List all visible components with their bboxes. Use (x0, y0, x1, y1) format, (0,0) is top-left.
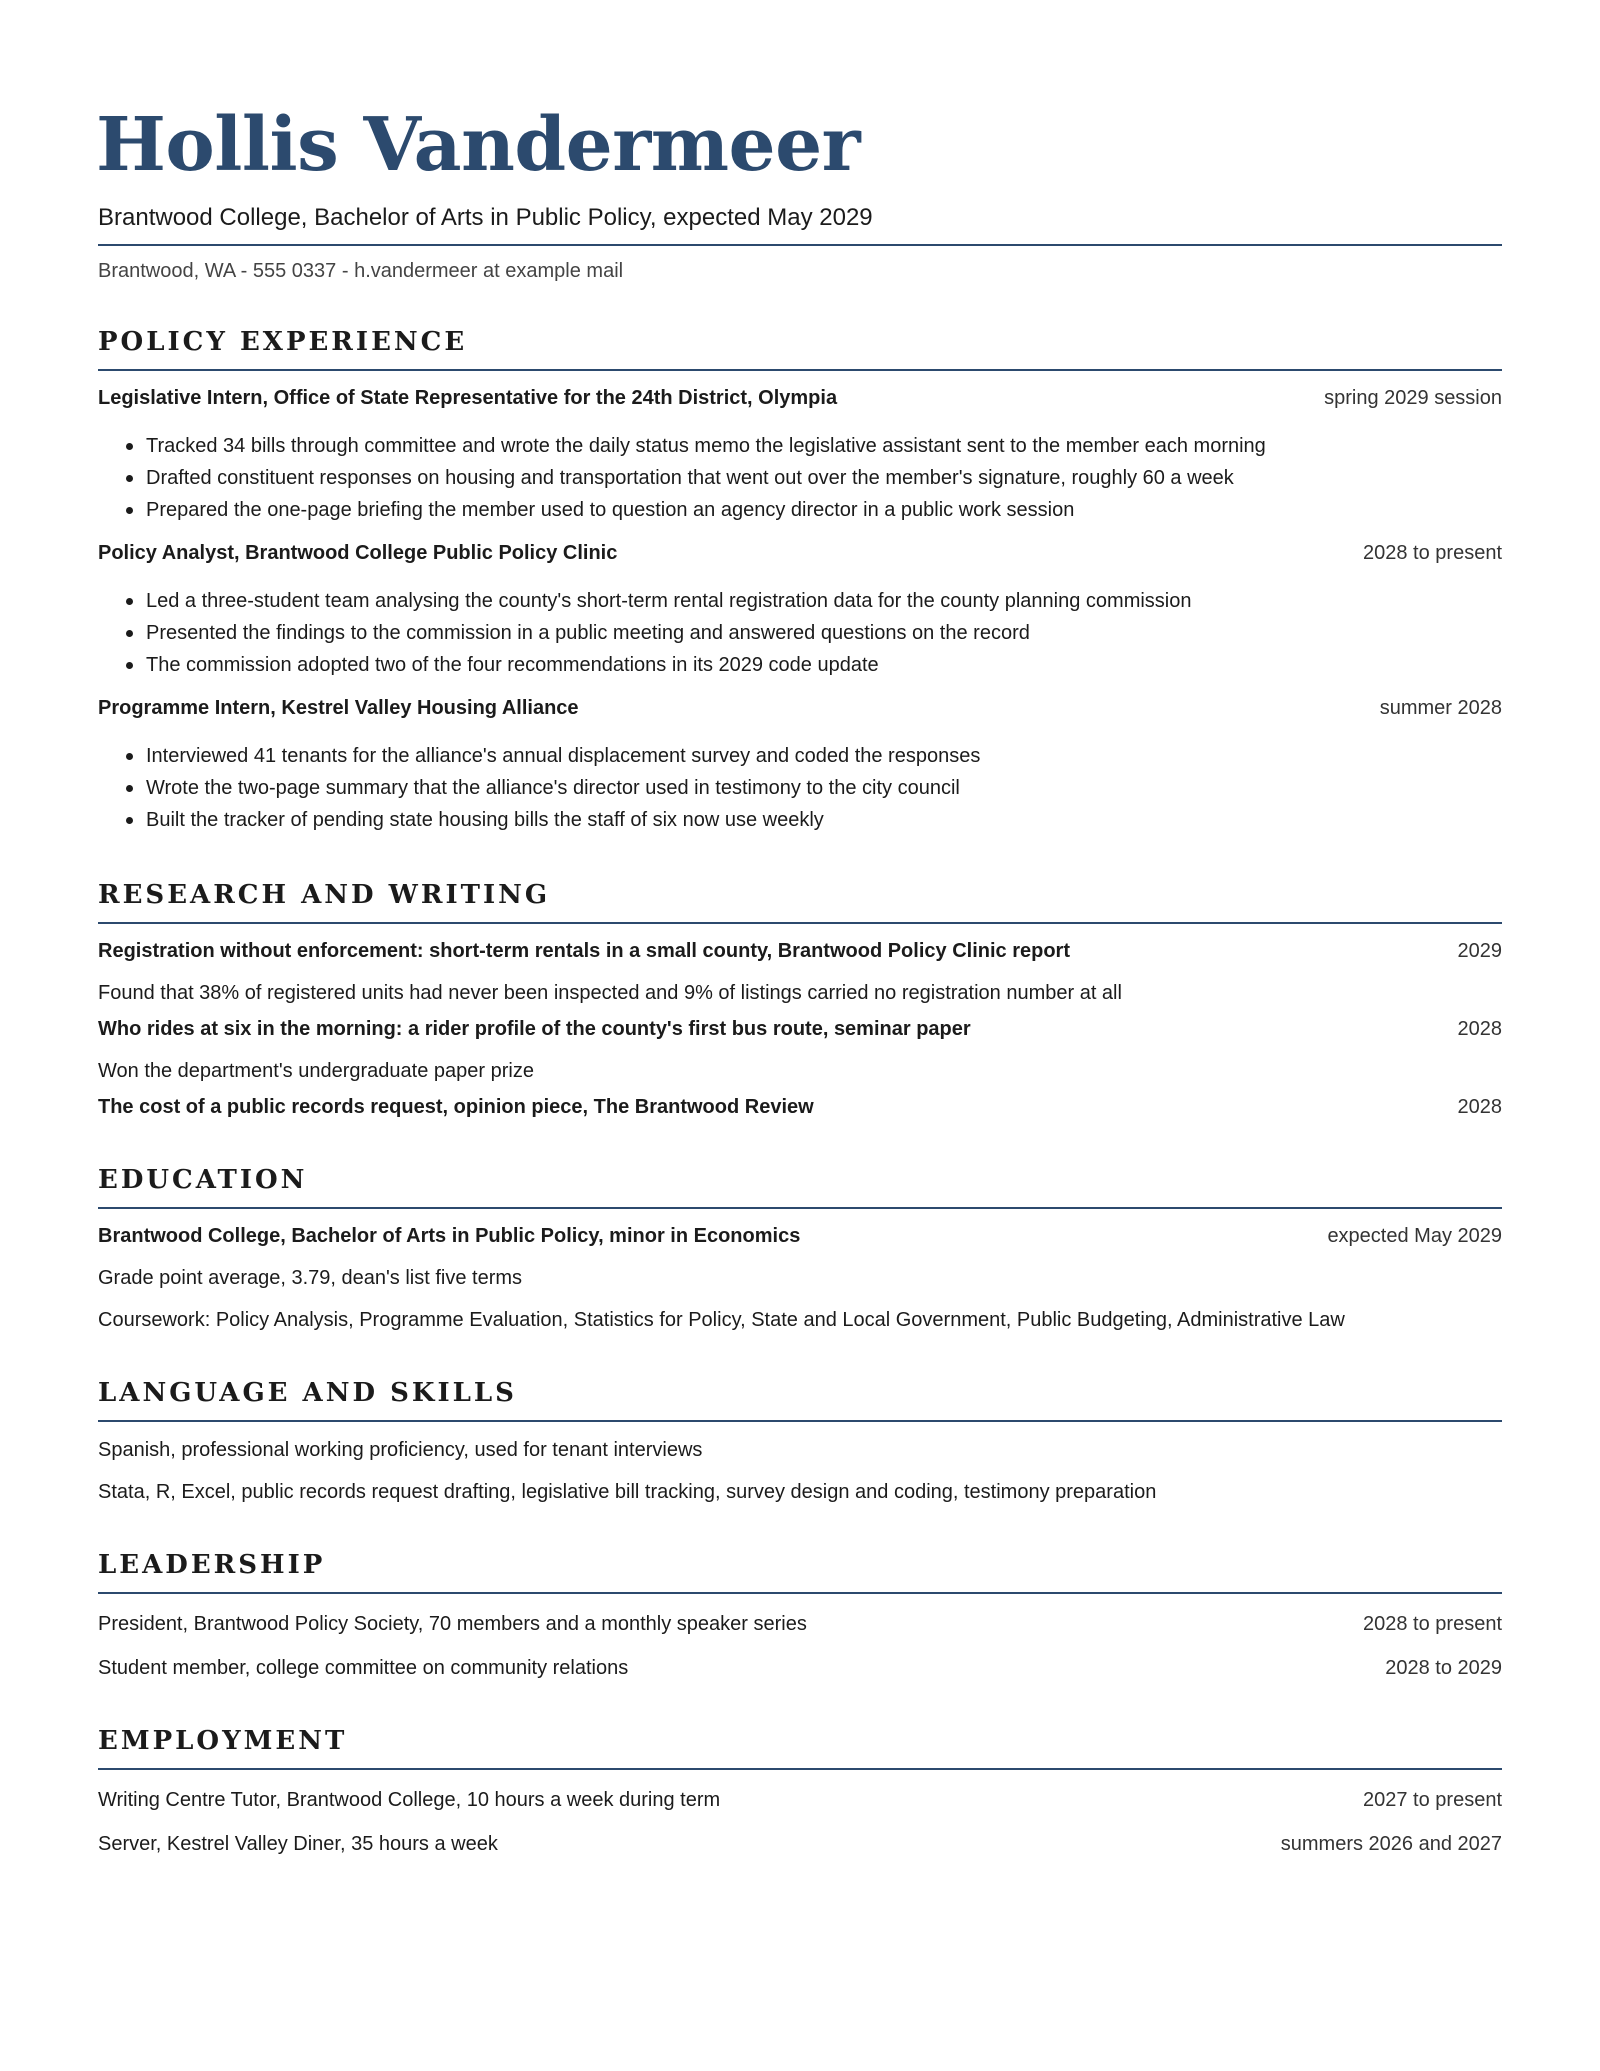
section-divider (98, 1768, 1502, 1770)
experience-date: summer 2028 (1379, 697, 1502, 719)
bullet-item: Drafted constituent responses on housing and transportation that went out over the member's signature, roughly 60 a week (124, 462, 1502, 494)
section-divider (98, 1207, 1502, 1209)
leadership-text: Student member, college committee on community relations (98, 1657, 629, 1679)
section-title: LANGUAGE AND SKILLS (98, 1378, 517, 1408)
bullet-list (98, 740, 1502, 836)
gpa: Grade point average, 3.79, dean's list five terms (98, 1267, 523, 1289)
bullet-item: Built the tracker of pending state housing bills the staff of six now use weekly (124, 804, 1502, 836)
publication-date: 2028 (1457, 1096, 1502, 1118)
degree: Brantwood College, Bachelor of Arts in Public Policy, minor in Economics (98, 1225, 801, 1247)
leadership-date: 2028 to present (1363, 1613, 1502, 1635)
publication-note: Found that 38% of registered units had never been inspected and 9% of listings carried no registration number at all (98, 982, 1122, 1004)
coursework: Coursework: Policy Analysis, Programme Evaluation, Statistics for Policy, State and Local Government, Public Budgeting, Administrative Law (98, 1309, 1345, 1331)
employment-date: summers 2026 and 2027 (1280, 1833, 1502, 1855)
experience-entry (98, 384, 1502, 526)
publication-entry (98, 937, 1502, 1007)
experience-role: Programme Intern, Kestrel Valley Housing Alliance (98, 697, 579, 719)
section-education (98, 1165, 1502, 1334)
publication-entry (98, 1093, 1502, 1121)
leadership-entry (98, 1610, 1502, 1638)
section-policy-experience (98, 327, 1502, 836)
education-entry (98, 1222, 1502, 1334)
bullet-item: The commission adopted two of the four recommendations in its 2029 code update (124, 649, 1502, 681)
header-subtitle: Brantwood College, Bachelor of Arts in Public Policy, expected May 2029 (98, 204, 873, 231)
publication-note: Won the department's undergraduate paper prize (98, 1060, 534, 1082)
section-divider (98, 369, 1502, 371)
bullet-item: Presented the findings to the commission in a public meeting and answered questions on the record (124, 617, 1502, 649)
publication-title: Who rides at six in the morning: a rider profile of the county's first bus route, seminar paper (98, 1018, 971, 1040)
experience-role: Legislative Intern, Office of State Representative for the 24th District, Olympia (98, 387, 838, 409)
employment-text: Writing Centre Tutor, Brantwood College, 10 hours a week during term (98, 1789, 721, 1811)
publication-entry (98, 1015, 1502, 1085)
leadership-entry (98, 1654, 1502, 1682)
leadership-text: President, Brantwood Policy Society, 70 members and a monthly speaker series (98, 1613, 807, 1635)
skill-line: Spanish, professional working proficiency, used for tenant interviews (98, 1439, 703, 1461)
section-title: EMPLOYMENT (98, 1726, 348, 1756)
section-divider (98, 922, 1502, 924)
experience-date: 2028 to present (1363, 542, 1502, 564)
leadership-date: 2028 to 2029 (1385, 1657, 1502, 1679)
section-divider (98, 1420, 1502, 1422)
publication-title: Registration without enforcement: short-term rentals in a small county, Brantwood Policy Clinic report (98, 940, 1070, 962)
section-divider (98, 1592, 1502, 1594)
section-title: EDUCATION (98, 1165, 308, 1195)
bullet-list (98, 430, 1502, 526)
employment-entry (98, 1830, 1502, 1858)
bullet-item: Interviewed 41 tenants for the alliance's annual displacement survey and coded the responses (124, 740, 1502, 772)
experience-entry (98, 694, 1502, 836)
bullet-item: Tracked 34 bills through committee and wrote the daily status memo the legislative assistant sent to the member each morning (124, 430, 1502, 462)
section-leadership (98, 1550, 1502, 1682)
education-date: expected May 2029 (1327, 1225, 1502, 1247)
contact-line: Brantwood, WA - 555 0337 - h.vandermeer at example mail (98, 260, 624, 282)
bullet-item: Wrote the two-page summary that the alliance's director used in testimony to the city council (124, 772, 1502, 804)
bullet-item: Prepared the one-page briefing the member used to question an agency director in a public work session (124, 494, 1502, 526)
experience-entry (98, 539, 1502, 681)
employment-date: 2027 to present (1363, 1789, 1502, 1811)
skill-line: Stata, R, Excel, public records request drafting, legislative bill tracking, survey design and coding, testimony preparation (98, 1481, 1157, 1503)
experience-role: Policy Analyst, Brantwood College Public Policy Clinic (98, 542, 618, 564)
candidate-name: Hollis Vandermeer (96, 102, 861, 188)
section-title: POLICY EXPERIENCE (98, 327, 468, 357)
bullet-item: Led a three-student team analysing the county's short-term rental registration data for the county planning commission (124, 585, 1502, 617)
experience-date: spring 2029 session (1324, 387, 1502, 409)
header-divider (98, 244, 1502, 246)
bullet-list (98, 585, 1502, 681)
section-title: LEADERSHIP (98, 1550, 326, 1580)
section-employment (98, 1726, 1502, 1858)
section-title: RESEARCH AND WRITING (98, 880, 551, 910)
publication-title: The cost of a public records request, opinion piece, The Brantwood Review (98, 1096, 814, 1118)
publication-date: 2029 (1457, 940, 1502, 962)
employment-entry (98, 1786, 1502, 1814)
section-skills (98, 1378, 1502, 1506)
section-research-writing (98, 880, 1502, 1121)
employment-text: Server, Kestrel Valley Diner, 35 hours a week (98, 1833, 498, 1855)
publication-date: 2028 (1457, 1018, 1502, 1040)
